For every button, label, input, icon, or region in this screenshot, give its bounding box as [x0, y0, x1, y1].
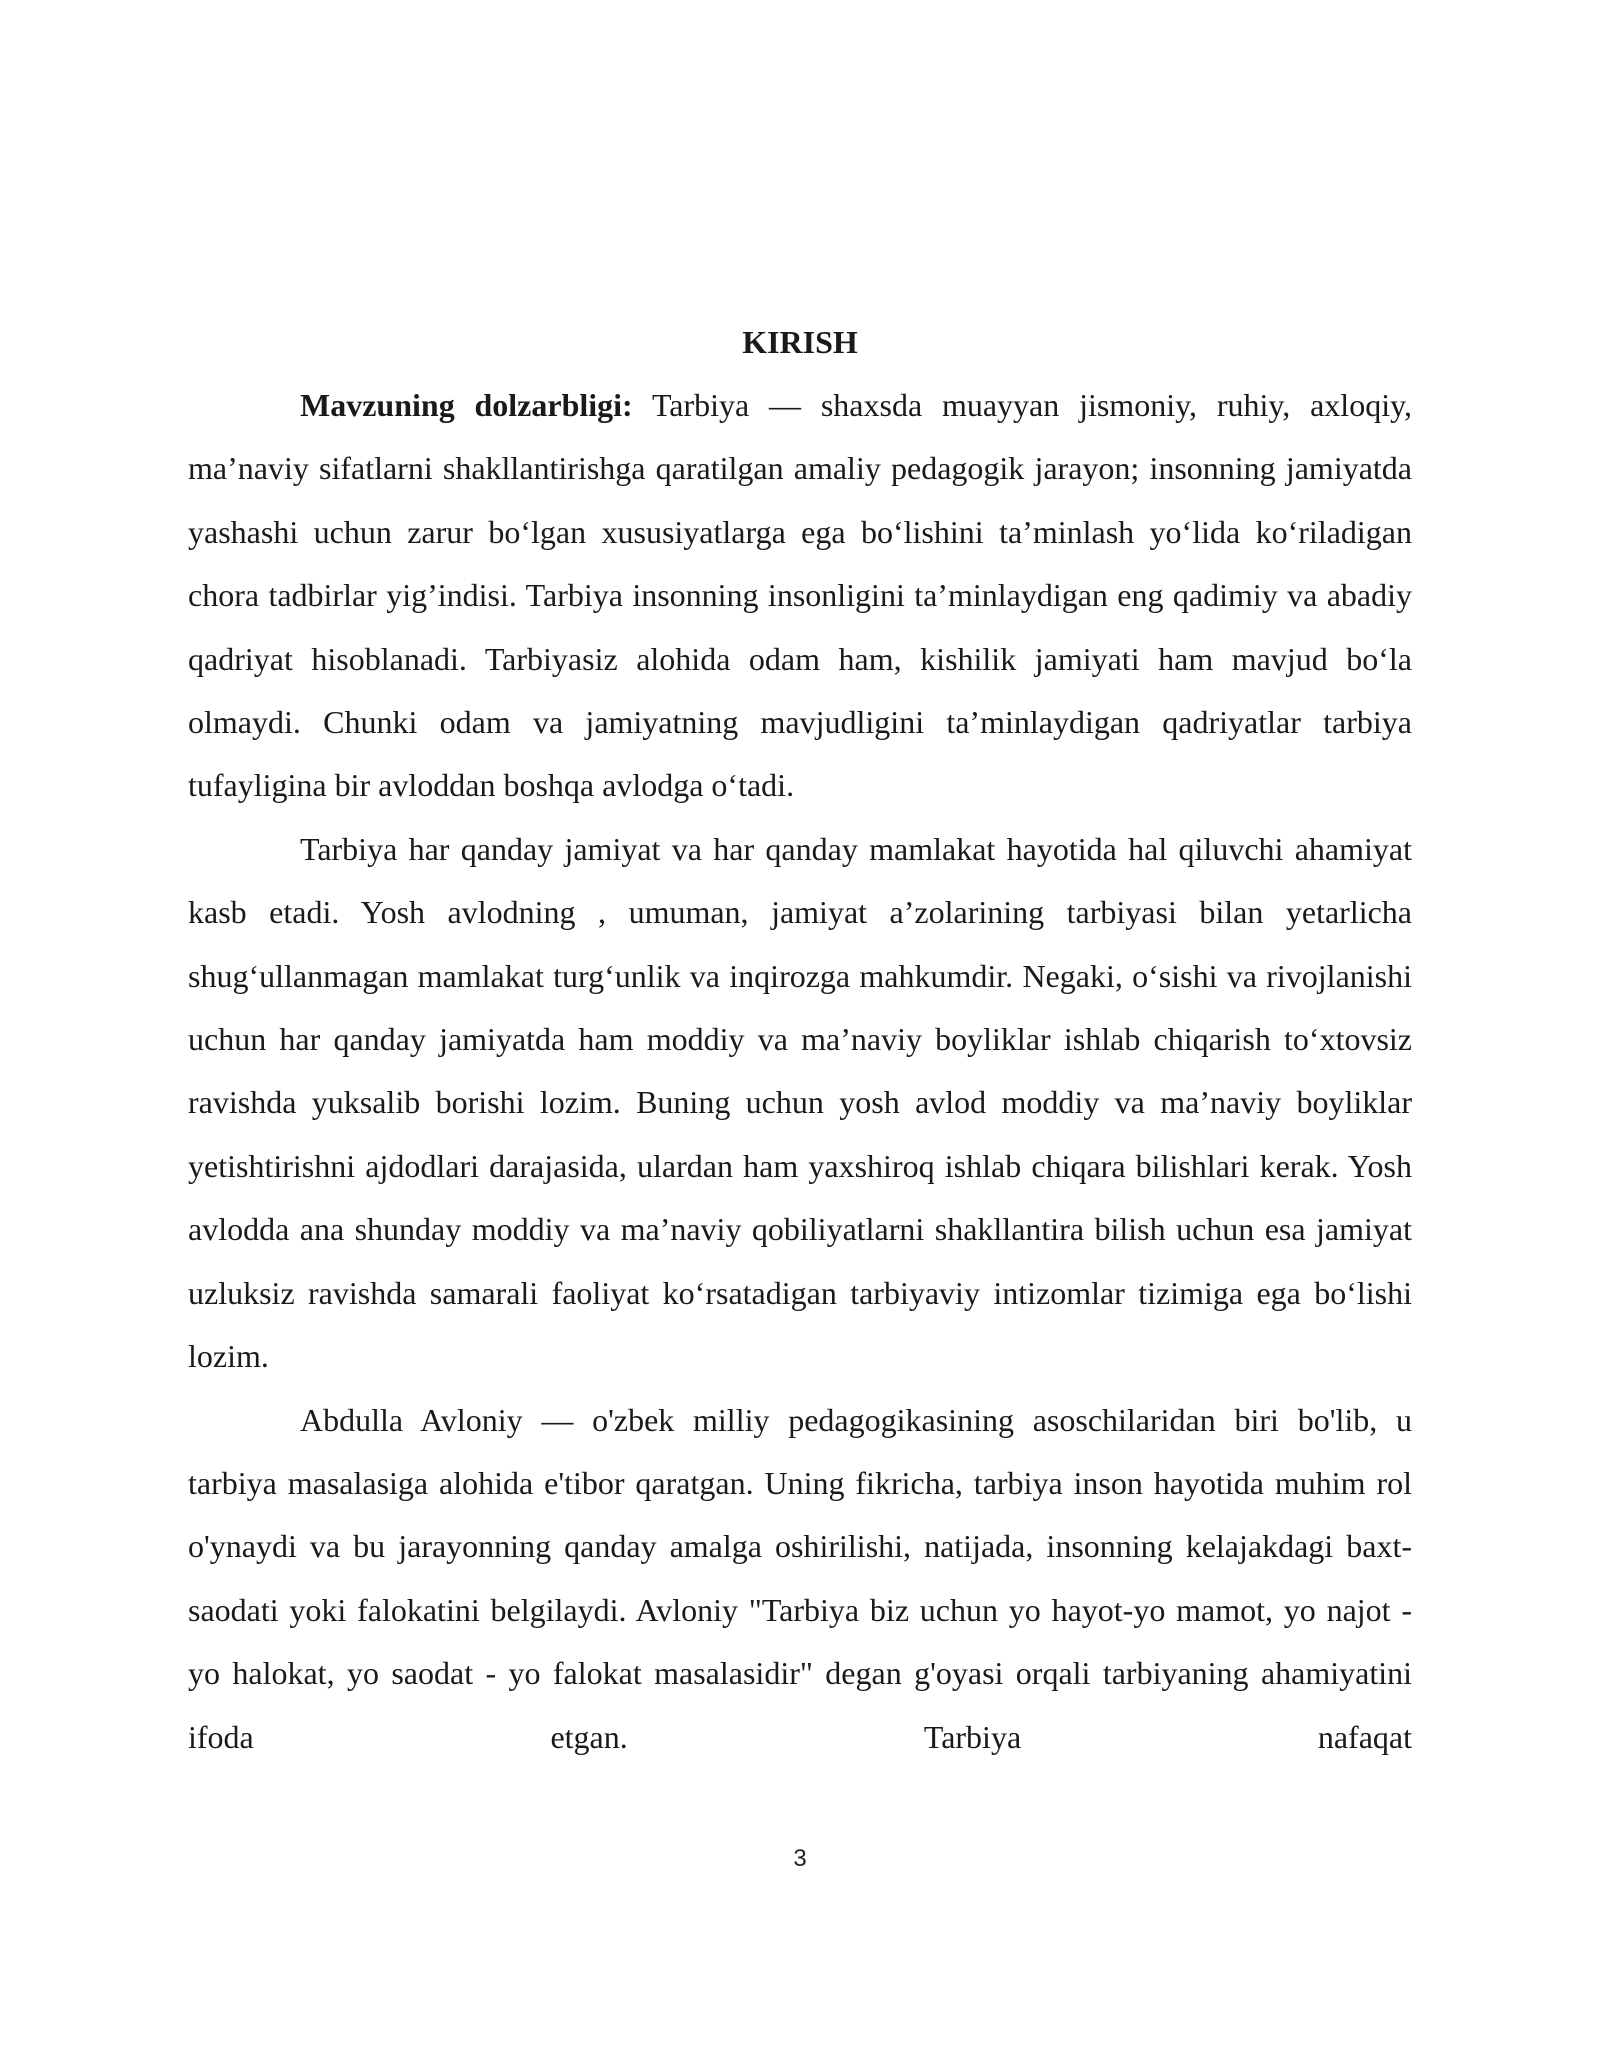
page-number: 3: [793, 1845, 807, 1872]
paragraph-2: Tarbiya har qanday jamiyat va har qanday mamlakat hayotida hal qiluvchi ahamiyat kasb etadi. Yosh avlodning , umuman, jamiyat a’zolarining tarbiyasi bilan yetarlicha shug‘ullanmagan mamlakat turg‘unlik va inqirozga mahkumdir. Negaki, o‘sishi va rivojlanishi uchun har qanday jamiyatda ham moddiy va ma’naviy boyliklar ishlab chiqarish to‘xtovsiz ravishda yuksalib borishi lozim. Buning uchun yosh avlod moddiy va ma’naviy boyliklar yetishtirishni ajdodlari darajasida, ulardan ham yaxshiroq ishlab chiqara bilishlari kerak. Yosh avlodda ana shunday moddiy va ma’naviy qobiliyatlarni shakllantira bilish uchun esa jamiyat uzluksiz ravishda samarali faoliyat ko‘rsatadigan tarbiyaviy intizomlar tizimiga ega bo‘lishi lozim.: [188, 830, 1412, 1375]
paragraph-lead: Mavzuning dolzarbligi:: [300, 387, 633, 423]
section-title: KIRISH: [742, 324, 858, 360]
paragraph-1-text: Tarbiya — shaxsda muayyan jismoniy, ruhiy, axloqiy, ma’naviy sifatlarni shakllantirishga qaratilgan amaliy pedagogik jarayon; insonning jamiyatda yashashi uchun zarur bo‘lgan xususiyatlarga ega bo‘lishini ta’minlash yo‘lida ko‘riladigan chora tadbirlar yig’indisi. Tarbiya insonning insonligini ta’minlaydigan eng qadimiy va abadiy qadriyat hisoblanadi. Tarbiyasiz alohida odam ham, kishilik jamiyati ham mavjud bo‘la olmaydi. Chunki odam va jamiyatning mavjudligini ta’minlaydigan qadriyatlar tarbiya tufayligina bir avloddan boshqa avlodga o‘tadi.: [188, 387, 1413, 804]
paragraph-1: [188, 374, 1412, 818]
paragraph-3: Abdulla Avloniy — o'zbek milliy pedagogikasining asoschilaridan biri bo'lib, u tarbiya masalasiga alohida e'tibor qaratgan. Uning fikricha, tarbiya inson hayotida muhim rol o'ynaydi va bu jarayonning qanday amalga oshirilishi, natijada, insonning kelajakdagi baxt-saodati yoki falokatini belgilaydi. Avloniy "Tarbiya biz uchun yo hayot-yo mamot, yo najot - yo halokat, yo saodat - yo falokat masalasidir" degan g'oyasi orqali tarbiyaning ahamiyatini ifoda etgan. Tarbiya nafaqat: [188, 1401, 1412, 1755]
document-body: [188, 310, 1412, 1769]
